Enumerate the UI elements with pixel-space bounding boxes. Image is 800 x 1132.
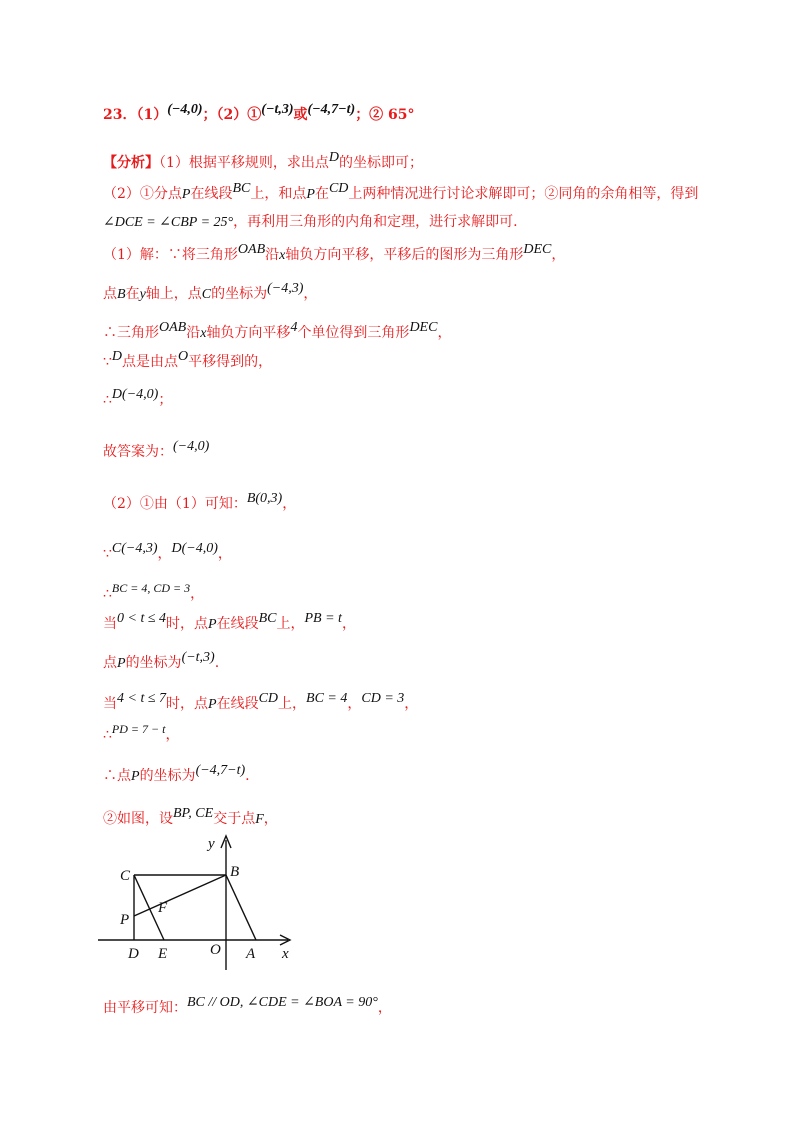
answer-line (103, 104, 415, 127)
math: C(−4,3) (111, 541, 158, 556)
text: 个单位得到三角形 (297, 325, 410, 341)
text: 轴负方向平移，平移后的图形为三角形 (285, 247, 524, 263)
math: (−4,0) (173, 439, 210, 454)
math: D(−4,0) (171, 541, 218, 556)
solution-line-8 (103, 543, 232, 566)
solution-line-16 (103, 997, 392, 1020)
math: PB = t (304, 611, 342, 626)
text: 点 (103, 286, 117, 302)
text: ， (165, 727, 180, 743)
text: ∵ (103, 546, 112, 562)
text: ， (347, 696, 362, 712)
math: BC = 4, CD = 3 (111, 581, 191, 595)
math: (−t,3) (181, 650, 215, 665)
text: ②如图，设 (103, 811, 173, 827)
text: ， (217, 546, 232, 562)
text: 当 (103, 616, 117, 632)
text: ∴ (103, 392, 112, 408)
text: 在 (125, 286, 140, 302)
text: 上， (278, 696, 307, 712)
text: 在线段 (190, 186, 233, 202)
math: P (117, 656, 126, 671)
math: ∠DCE = ∠CBP = 25° (103, 215, 234, 230)
solution-line-14 (103, 765, 250, 788)
text: （2）①分点 (103, 186, 182, 202)
analysis-line-3 (103, 211, 518, 234)
text: 的坐标为 (139, 768, 196, 784)
math: P (181, 187, 191, 202)
text: 故答案为： (103, 444, 173, 460)
label-y: y (208, 836, 215, 852)
label-f: F (158, 900, 168, 916)
analysis-line-2 (103, 183, 698, 206)
math: CD (328, 181, 349, 196)
text: 的坐标即可； (339, 155, 424, 171)
math: y (139, 287, 146, 302)
text: ， (404, 696, 419, 712)
text: . (245, 768, 250, 784)
answer-sep: ；（2）① (202, 107, 262, 123)
math: BP, CE (173, 806, 214, 821)
text: ， (551, 247, 566, 263)
text: （2）①由（1）可知： (103, 496, 247, 512)
text: ， (377, 1000, 392, 1016)
text: . (214, 655, 220, 671)
math: P (131, 769, 140, 784)
solution-line-3 (103, 322, 451, 345)
label-p: P (120, 912, 130, 928)
text: ， (437, 325, 452, 341)
text: 在 (314, 186, 329, 202)
math: DEC (409, 320, 438, 335)
answer-2: (−t,3) (261, 102, 294, 117)
solution-line-11 (103, 652, 219, 675)
math: D (111, 349, 123, 364)
text: 轴负方向平移 (206, 325, 291, 341)
text: 上， (276, 616, 305, 632)
text: 由平移可知： (103, 1000, 187, 1016)
text: 点 (103, 655, 117, 671)
math: B (117, 287, 126, 302)
solution-line-13 (103, 724, 179, 746)
math: 4 < t ≤ 7 (117, 691, 167, 706)
label-c: C (120, 868, 131, 884)
text: 上两种情况进行讨论求解即可；②同角的余角相等，得到 (348, 186, 699, 202)
label-d: D (128, 946, 139, 962)
math: B(0,3) (246, 491, 283, 506)
text: ， (341, 616, 356, 632)
text: 时，点 (166, 616, 209, 632)
math: BC // OD, ∠CDE = ∠BOA = 90° (187, 995, 378, 1010)
text: 时，点 (166, 696, 209, 712)
answer-1: (−4,0) (167, 102, 203, 117)
text: ； (158, 392, 173, 408)
math: CD (258, 691, 279, 706)
text: 的坐标为 (125, 655, 182, 671)
math: C (201, 287, 212, 302)
text: 交于点 (213, 811, 256, 827)
math: P (306, 187, 315, 202)
math: (−4,7−t) (195, 763, 246, 778)
math: BC = 4 (306, 691, 348, 706)
text: 在线段 (216, 616, 259, 632)
text: 点是由点 (122, 354, 179, 370)
text: ∴ (103, 727, 112, 743)
text: 沿 (265, 247, 280, 263)
solution-line-9 (103, 583, 204, 605)
segment-ba (226, 875, 256, 940)
math: x (200, 326, 207, 341)
math: P (208, 697, 217, 712)
text: ∴三角形 (103, 325, 159, 341)
analysis-line (103, 152, 423, 175)
analysis-tag: 【分析】 (103, 155, 159, 171)
math: BC (232, 181, 251, 196)
text: ， (190, 586, 205, 602)
text: ∴ (103, 586, 112, 602)
text: ， (282, 496, 297, 512)
math: O (178, 349, 189, 364)
text: ， (157, 546, 172, 562)
answer-tail: ；② 65° (355, 107, 415, 123)
math: 0 < t ≤ 4 (117, 611, 167, 626)
solution-line-1 (103, 244, 565, 267)
solution-line-7 (103, 493, 296, 516)
text: ∵ (103, 354, 112, 370)
solution-line-12 (103, 693, 418, 716)
math: D (328, 150, 340, 165)
label-b: B (230, 864, 240, 880)
solution-line-2 (103, 283, 317, 306)
text: （1）解：∵将三角形 (103, 247, 238, 263)
solution-line-5 (103, 389, 172, 412)
math: DEC (523, 242, 552, 257)
math: D(−4,0) (111, 387, 159, 402)
text: 沿 (186, 325, 201, 341)
solution-line-15 (103, 808, 278, 831)
text: 当 (103, 696, 117, 712)
segment-pb (134, 875, 226, 916)
math: BC (258, 611, 277, 626)
solution-line-4 (103, 351, 272, 374)
math: 4 (290, 320, 298, 335)
math: P (208, 617, 217, 632)
math: x (279, 248, 286, 263)
text: 的坐标为 (211, 286, 268, 302)
question-number: 23．（1） (103, 107, 168, 123)
math: OAB (237, 242, 266, 257)
text: ， (263, 811, 278, 827)
math: PD = 7 − t (111, 722, 166, 736)
solution-line-10 (103, 613, 356, 636)
text: 上，和点 (250, 186, 307, 202)
answer-or: 或 (293, 107, 308, 123)
answer-3: (−4,7−t) (307, 102, 356, 117)
text: ， (303, 286, 318, 302)
label-e: E (158, 946, 168, 962)
text: 平移得到的， (188, 354, 273, 370)
text: 轴上，点 (145, 286, 202, 302)
text: （1）根据平移规则，求出点 (159, 155, 329, 171)
label-x: x (282, 946, 289, 962)
geometry-figure (96, 830, 306, 975)
solution-line-6 (103, 441, 209, 464)
math: CD = 3 (361, 691, 405, 706)
math: F (255, 812, 264, 827)
label-o: O (210, 942, 221, 958)
math: (−4,3) (267, 281, 304, 296)
label-a: A (246, 946, 256, 962)
text: ，再利用三角形的内角和定理，进行求解即可. (233, 214, 518, 230)
text: 在线段 (216, 696, 259, 712)
text: ∴点 (103, 768, 131, 784)
math: OAB (159, 320, 187, 335)
